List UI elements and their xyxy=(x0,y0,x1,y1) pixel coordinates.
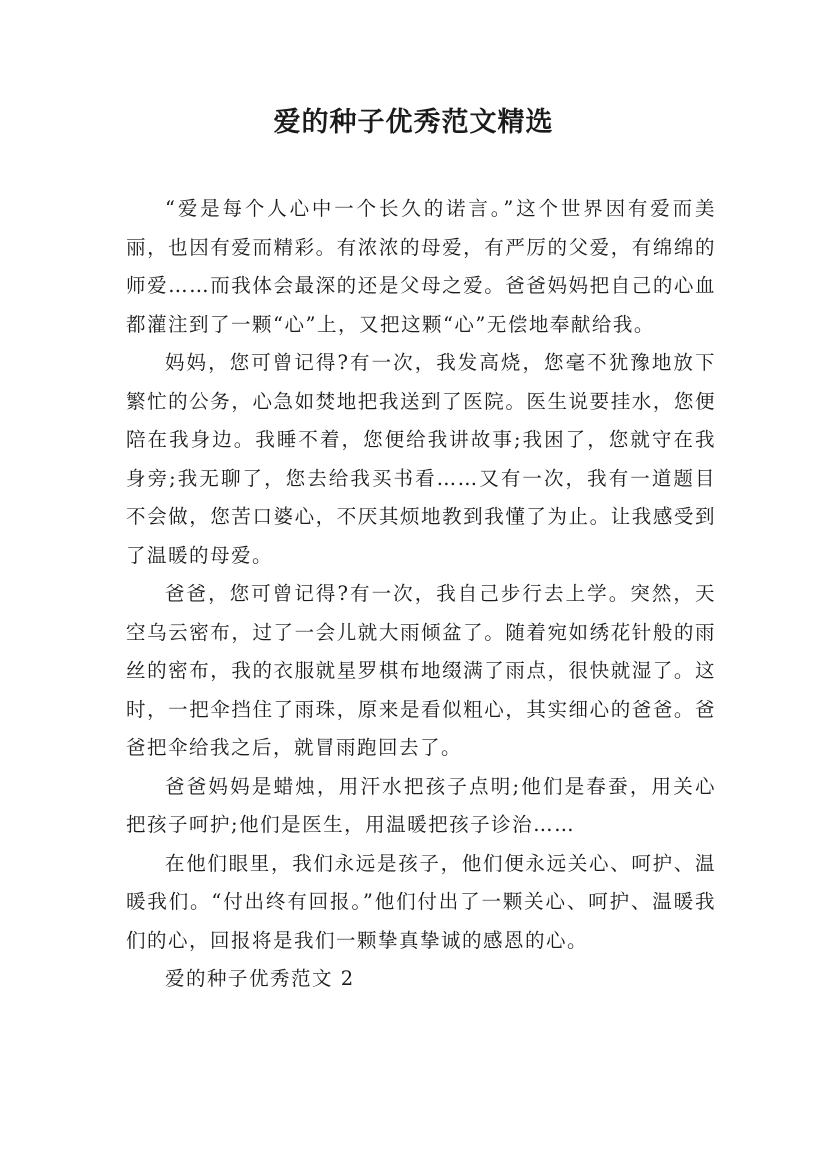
paragraph-1: “爱是每个人心中一个长久的诺言。”这个世界因有爱而美丽，也因有爱而精彩。有浓浓的母爱，有严厉的父爱，有绵绵的师爱……而我体会最深的还是父母之爱。爸爸妈妈把自己的心血都灌注到了一颗“心”上，又把这颗“心”无偿地奉献给我。 xyxy=(126,197,716,336)
paragraph-5: 在他们眼里，我们永远是孩子，他们便永远关心、呵护、温暖我们。“付出终有回报。”他们付出了一颗关心、呵护、温暖我们的心，回报将是我们一颗挚真挚诚的感恩的心。 xyxy=(126,851,716,952)
paragraph-4: 爸爸妈妈是蜡烛，用汗水把孩子点明;他们是春蚕，用关心把孩子呵护;他们是医生，用温暖把孩子诊治…… xyxy=(126,774,716,836)
paragraph-3: 爸爸，您可曾记得?有一次，我自己步行去上学。突然，天空乌云密布，过了一会儿就大雨倾盆了。随着宛如绣花针般的雨丝的密布，我的衣服就星罗棋布地缀满了雨点，很快就湿了。这时，一把伞挡住了雨珠，原来是看似粗心，其实细心的爸爸。爸爸把伞给我之后，就冒雨跑回去了。 xyxy=(126,582,716,759)
paragraph-2: 妈妈，您可曾记得?有一次，我发高烧，您毫不犹豫地放下繁忙的公务，心急如焚地把我送到了医院。医生说要挂水，您便陪在我身边。我睡不着，您便给我讲故事;我困了，您就守在我身旁;我无聊了，您去给我买书看……又有一次，我有一道题目不会做，您苦口婆心，不厌其烦地教到我懂了为止。让我感受到了温暖的母爱。 xyxy=(126,351,716,567)
section-heading-2: 爱的种子优秀范文 2 xyxy=(165,967,355,990)
document-body xyxy=(126,190,716,999)
document-title: 爱的种子优秀范文精选 xyxy=(273,107,554,138)
